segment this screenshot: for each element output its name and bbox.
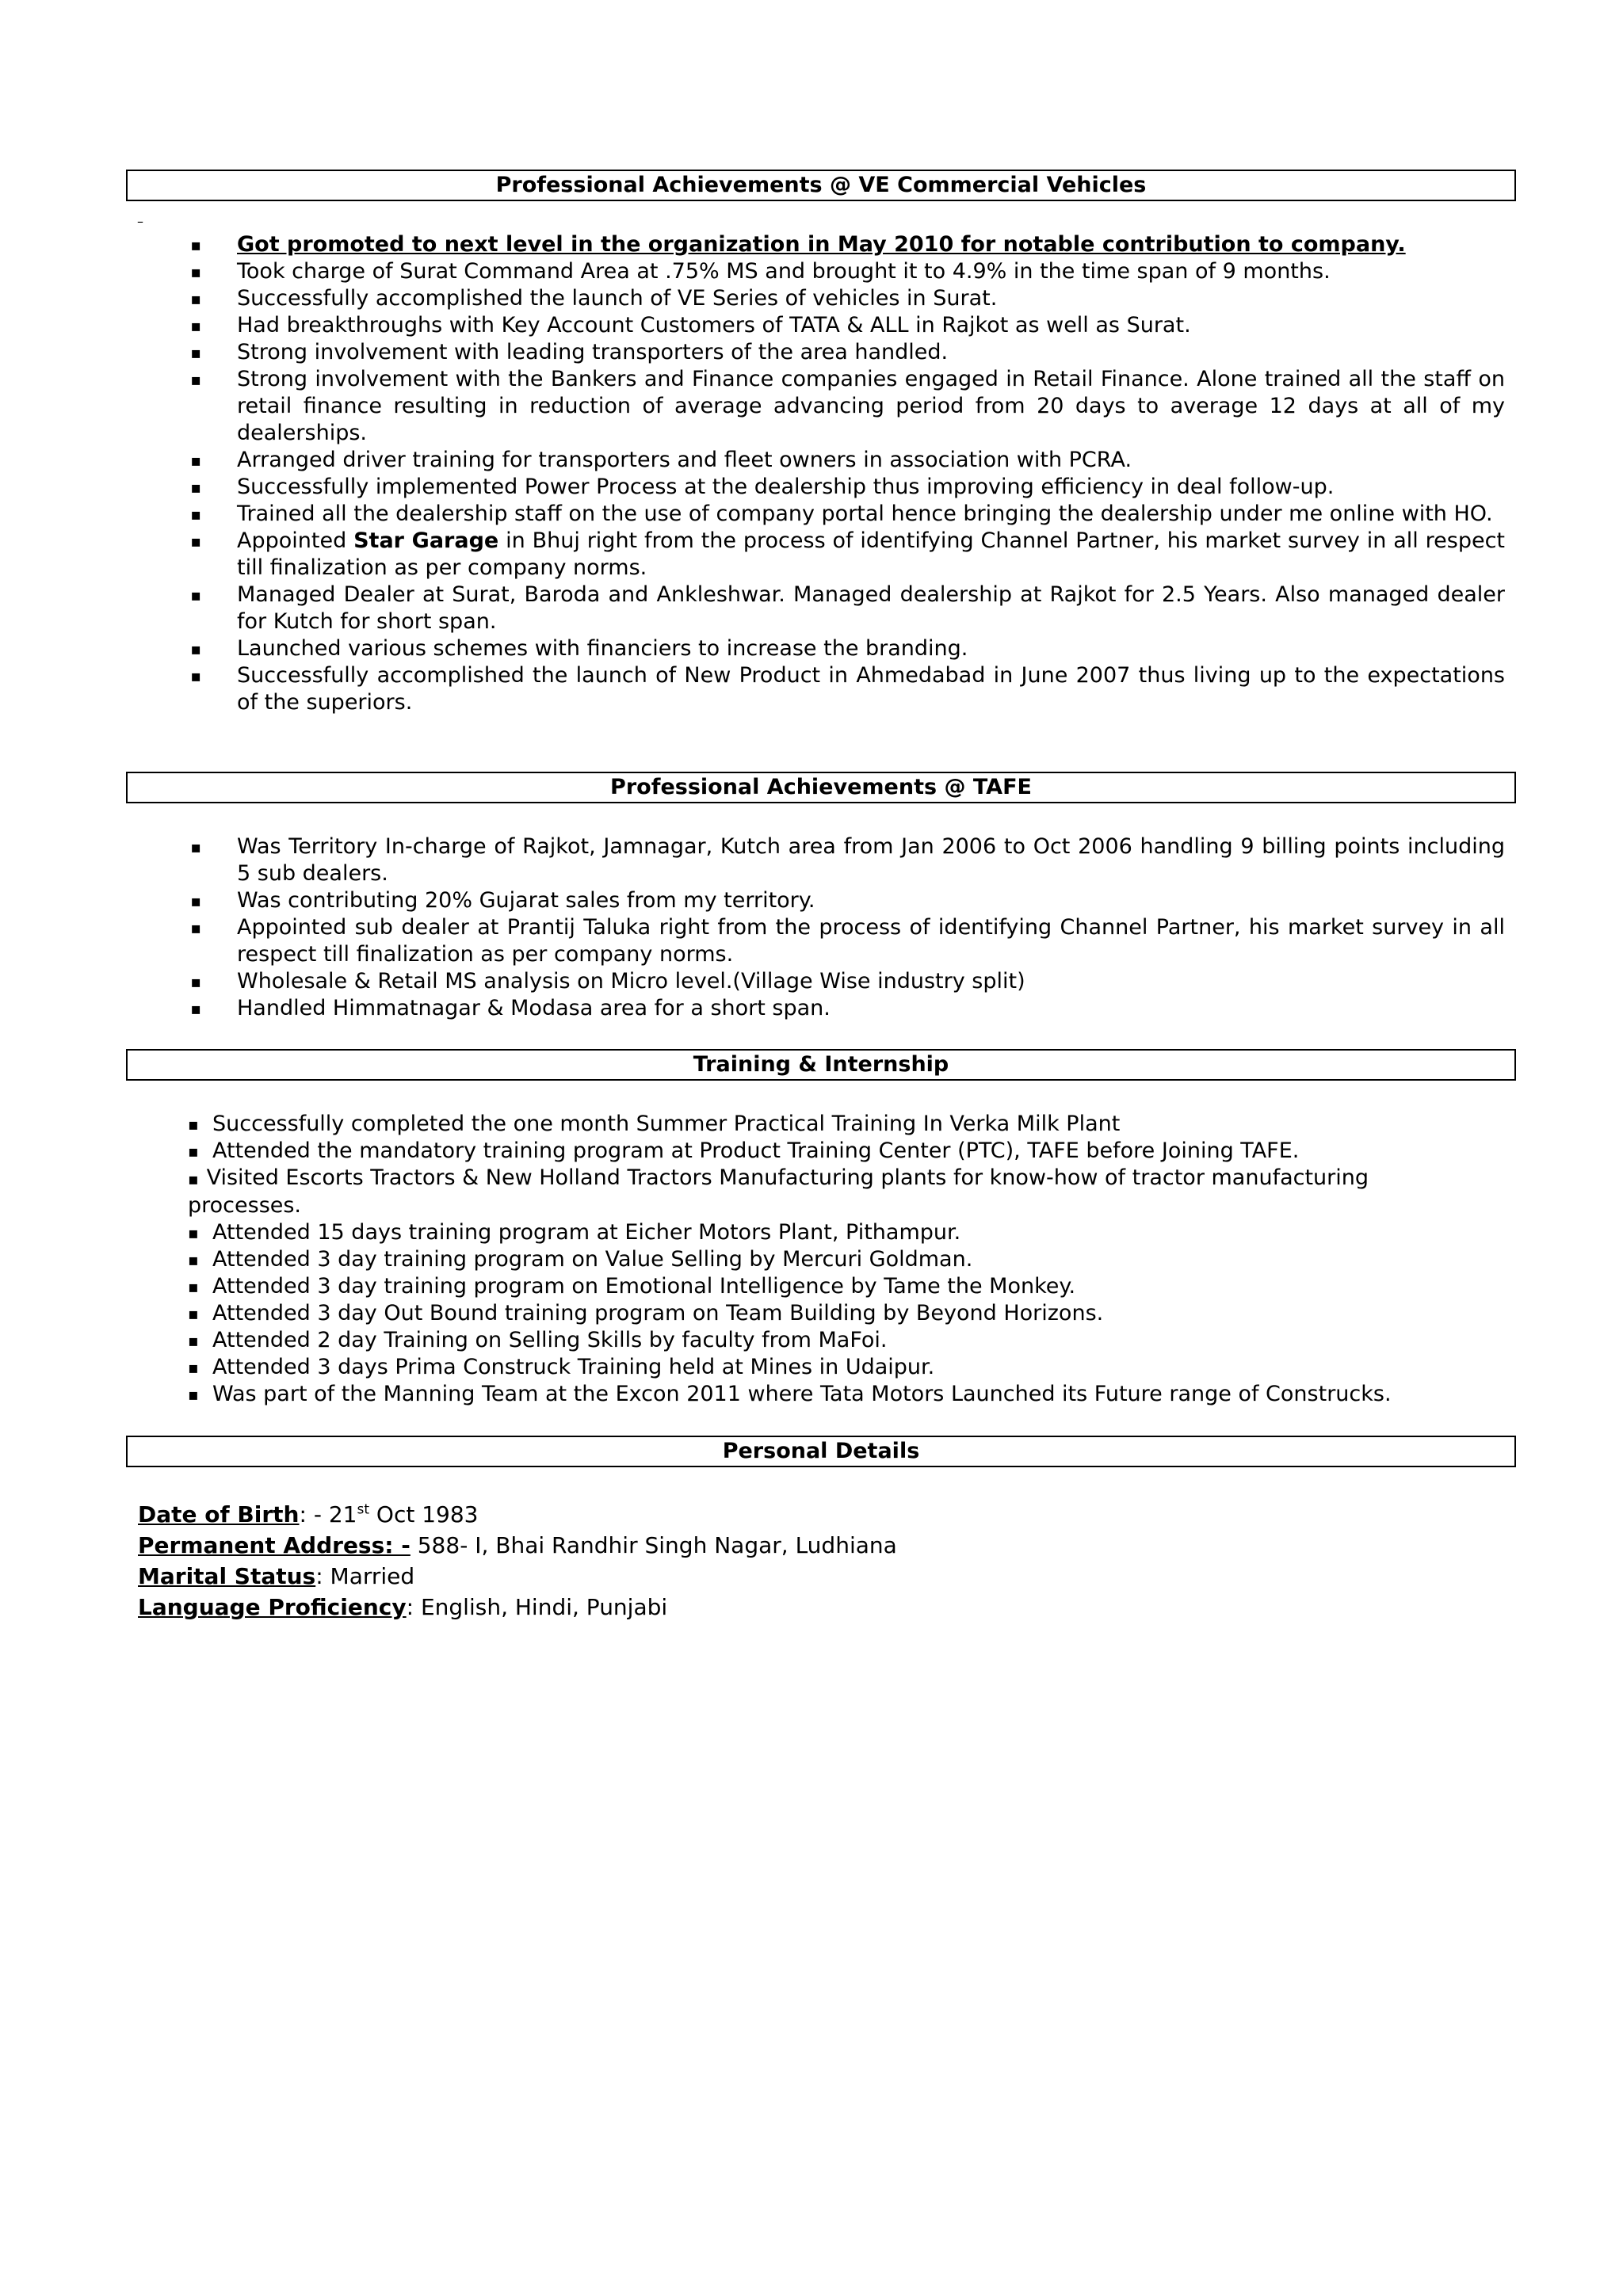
stray-mark: – [137, 214, 143, 229]
list-item: ▪ Was contributing 20% Gujarat sales from my territory. [188, 887, 1505, 914]
list-item: ▪ Successfully accomplished the launch of New Product in Ahmedabad in June 2007 thus living up to the expectations of the superiors. [188, 662, 1505, 716]
bullet-icon: ▪ [190, 316, 201, 335]
bullet-icon: ▪ [190, 478, 201, 497]
bullet-icon: ▪ [188, 1142, 199, 1161]
list-item: ▪ Was part of the Manning Team at the Excon 2011 where Tata Motors Launched its Future range of Construcks. [188, 1382, 1392, 1406]
list-item: ▪ Trained all the dealership staff on the use of company portal hence bringing the dealership under me online with HO. [188, 501, 1505, 528]
list-item: ▪ Handled Himmatnagar & Modasa area for a short span. [188, 995, 1505, 1022]
bullet-icon: ▪ [188, 1250, 199, 1269]
bullet-icon: ▪ [190, 532, 201, 551]
list-item: ▪ Attended 3 days Prima Construck Training held at Mines in Udaipur. [188, 1355, 935, 1379]
bullet-icon: ▪ [188, 1358, 199, 1377]
list-item: ▪ Took charge of Surat Command Area at .75% MS and brought it to 4.9% in the time span of 9 months. [188, 258, 1505, 285]
personal-details [138, 1499, 897, 1623]
bullet-icon: ▪ [190, 235, 201, 254]
language-label: Language Proficiency [138, 1594, 407, 1620]
bullet-icon: ▪ [188, 1331, 199, 1350]
list-item: ▪ Attended 2 day Training on Selling Skills by faculty from MaFoi. [188, 1328, 888, 1352]
list-item: ▪ Attended 3 day Out Bound training program on Team Building by Beyond Horizons. [188, 1301, 1104, 1325]
list-item: ▪ Wholesale & Retail MS analysis on Micro level.(Village Wise industry split) [188, 968, 1505, 995]
list-item: ▪ Appointed sub dealer at Prantij Taluka right from the process of identifying Channel Partner, his market survey in all respect till finalization as per company norms. [188, 914, 1505, 968]
list-item: ▪ Strong involvement with the Bankers and Finance companies engaged in Retail Finance. Alone trained all the staff on retail finance resulting in reduction of average advancing period from 20 days to average 12 days at all of my dealerships. [188, 366, 1505, 447]
bullet-icon: ▪ [190, 666, 201, 685]
list-item: ▪ Had breakthroughs with Key Account Customers of TATA & ALL in Rajkot as well as Surat. [188, 312, 1505, 339]
list-item: ▪ Got promoted to next level in the organization in May 2010 for notable contribution to company. [188, 231, 1505, 258]
section-header-training: Training & Internship [126, 1049, 1516, 1081]
list-item: ▪ Visited Escorts Tractors & New Holland Tractors Manufacturing plants for know-how of tractor manufacturing processes. [188, 1165, 1369, 1218]
bullet-icon: ▪ [188, 1223, 199, 1242]
list-item: ▪ Appointed Star Garage in Bhuj right from the process of identifying Channel Partner, his market survey in all respect till finalization as per company norms. [188, 528, 1505, 582]
bullet-icon: ▪ [190, 370, 201, 389]
list-item: ▪ Arranged driver training for transporters and fleet owners in association with PCRA. [188, 447, 1505, 474]
list-item: ▪ Successfully completed the one month Summer Practical Training In Verka Milk Plant [188, 1112, 1121, 1136]
bullet-icon: ▪ [190, 343, 201, 362]
bullet-icon: ▪ [190, 918, 201, 937]
list-item: ▪ Was Territory In-charge of Rajkot, Jamnagar, Kutch area from Jan 2006 to Oct 2006 handling 9 billing points including 5 sub dealers. [188, 833, 1505, 887]
bullet-icon: ▪ [190, 451, 201, 470]
list-item: ▪ Attended the mandatory training program at Product Training Center (PTC), TAFE before Joining TAFE. [188, 1138, 1300, 1163]
bullet-icon: ▪ [190, 999, 201, 1018]
list-item: ▪ Successfully accomplished the launch of VE Series of vehicles in Surat. [188, 285, 1505, 312]
list-item: ▪ Attended 3 day training program on Value Selling by Mercuri Goldman. [188, 1247, 973, 1272]
training-list [188, 1111, 1440, 1408]
address-label: Permanent Address: - [138, 1532, 411, 1558]
language-value: : English, Hindi, Punjabi [406, 1594, 668, 1620]
bullet-icon: ▪ [190, 837, 201, 856]
bullet-icon: ▪ [190, 972, 201, 991]
section-header-personal: Personal Details [126, 1436, 1516, 1467]
bullet-icon: ▪ [190, 585, 201, 605]
bullet-icon: ▪ [188, 1115, 199, 1134]
bullet-icon: ▪ [188, 1385, 199, 1404]
list-item: ▪ Strong involvement with leading transporters of the area handled. [188, 339, 1505, 366]
list-item: ▪ Launched various schemes with financiers to increase the branding. [188, 635, 1505, 662]
list-item: ▪ Managed Dealer at Surat, Baroda and Ankleshwar. Managed dealership at Rajkot for 2.5 Years. Also managed dealer for Kutch for short span. [188, 582, 1505, 635]
marital-value: : Married [315, 1563, 415, 1589]
section-header-ve: Professional Achievements @ VE Commercial Vehicles [126, 170, 1516, 201]
list-item: ▪ Attended 15 days training program at Eicher Motors Plant, Pithampur. [188, 1220, 961, 1245]
bullet-icon: ▪ [190, 891, 201, 910]
address-value: 588- I, Bhai Randhir Singh Nagar, Ludhiana [410, 1532, 897, 1558]
list-item: ▪ Attended 3 day training program on Emotional Intelligence by Tame the Monkey. [188, 1274, 1076, 1299]
bullet-icon: ▪ [190, 639, 201, 658]
tafe-achievements-list [188, 833, 1505, 1022]
language-row [138, 1592, 897, 1623]
dealer-name: Star Garage [353, 528, 499, 553]
bullet-icon: ▪ [190, 289, 201, 308]
bullet-icon: ▪ [188, 1277, 199, 1296]
bullet-icon: ▪ [188, 1169, 199, 1188]
address-row [138, 1530, 897, 1561]
marital-label: Marital Status [138, 1563, 316, 1589]
bullet-icon: ▪ [190, 505, 201, 524]
bullet-icon: ▪ [190, 262, 201, 281]
list-item: ▪ Successfully implemented Power Process at the dealership thus improving efficiency in deal follow-up. [188, 474, 1505, 501]
section-header-tafe: Professional Achievements @ TAFE [126, 772, 1516, 803]
marital-row [138, 1561, 897, 1592]
bullet-icon: ▪ [188, 1304, 199, 1323]
dob-label: Date of Birth [138, 1501, 300, 1527]
dob-row: Date of Birth: - 21st Oct 1983 [138, 1501, 479, 1527]
ve-achievements-list [188, 231, 1505, 716]
